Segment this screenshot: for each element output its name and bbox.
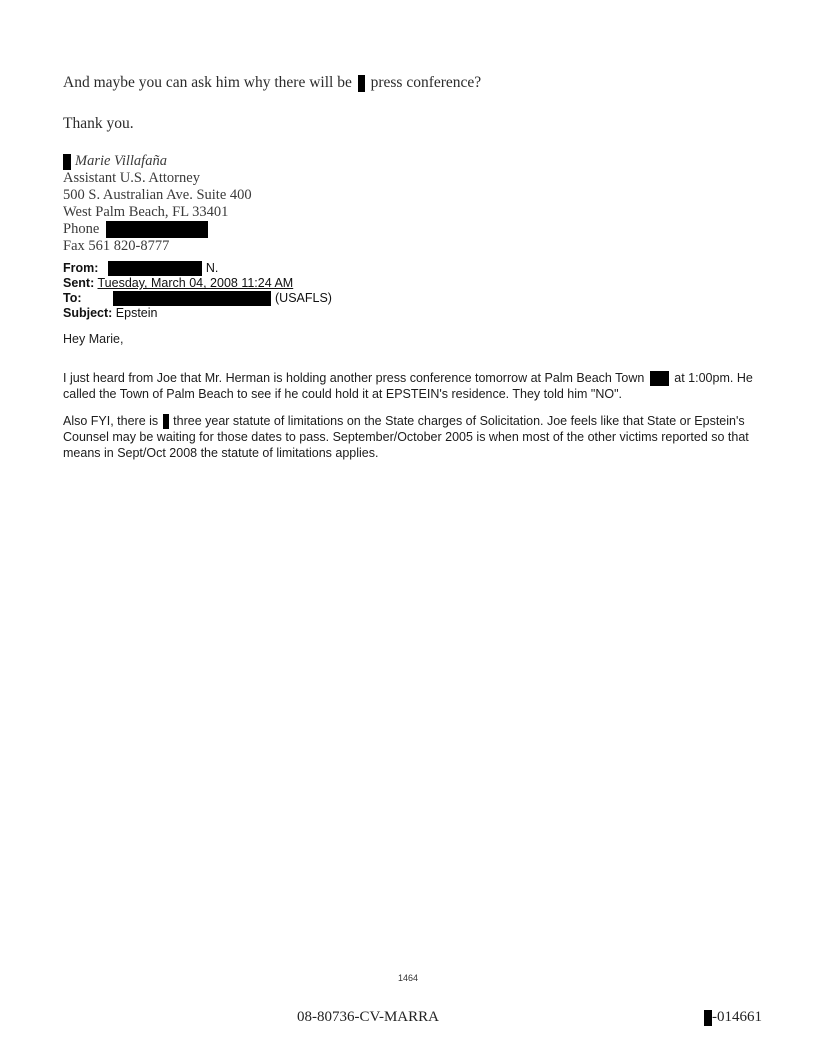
redaction-box xyxy=(163,414,169,429)
subject-label: Subject: xyxy=(63,306,113,321)
subject-value: Epstein xyxy=(115,306,158,321)
bates-number: -014661 xyxy=(712,1009,762,1025)
redaction-box xyxy=(63,154,71,170)
subject-line xyxy=(63,306,332,321)
question-text-start: And maybe you can ask him why there will be xyxy=(63,74,352,91)
signature-name: Marie Villafaña xyxy=(75,153,167,169)
redaction-box xyxy=(113,291,271,306)
paragraph-2-text-start: Also FYI, there is xyxy=(63,414,159,428)
paragraph-1-text-start: I just heard from Joe that Mr. Herman is holding another press conference tomorrow at Palm Beach Town xyxy=(63,371,645,385)
sent-value: Tuesday, March 04, 2008 11:24 AM xyxy=(97,276,294,291)
paragraph-1-text-end: at 1:00pm. He called the Town of Palm Beach to see if he could hold it at EPSTEIN's residence. They told him "NO". xyxy=(63,371,753,402)
sent-label: Sent: xyxy=(63,276,95,291)
body-paragraph-1 xyxy=(63,370,753,402)
paragraph-2-text-end: three year statute of limitations on the State charges of Solicitation. Joe feels like that State or Epstein's Counsel may be waiting for those dates to pass. September/October 2005 is when most of the other victims reported so that means in Sept/Oct 2008 the statute of limitations applies. xyxy=(63,414,749,461)
bates-number-line xyxy=(704,1009,762,1026)
from-suffix: N. xyxy=(205,261,219,275)
signature-phone-line xyxy=(63,221,252,238)
phone-label: Phone xyxy=(63,221,100,237)
greeting: Hey Marie, xyxy=(63,332,124,346)
closing-thanks: Thank you. xyxy=(63,115,134,132)
from-line xyxy=(63,261,332,276)
from-label: From: xyxy=(63,261,99,275)
signature-name-line xyxy=(63,153,252,170)
redaction-box xyxy=(704,1010,712,1026)
redaction-box xyxy=(650,371,669,386)
signature-block xyxy=(63,153,252,255)
signature-address-line2: West Palm Beach, FL 33401 xyxy=(63,204,229,220)
sent-line xyxy=(63,276,332,291)
redaction-box xyxy=(358,75,365,92)
question-line xyxy=(63,74,481,92)
body-paragraph-2 xyxy=(63,413,753,461)
signature-address-line1: 500 S. Australian Ave. Suite 400 xyxy=(63,187,252,203)
signature-fax: Fax 561 820-8777 xyxy=(63,238,170,255)
to-suffix: (USAFLS) xyxy=(275,291,332,306)
page-number: 1464 xyxy=(398,973,419,983)
case-number: 08-80736-CV-MARRA xyxy=(297,1009,439,1025)
question-text-end: press conference? xyxy=(370,74,482,91)
signature-title: Assistant U.S. Attorney xyxy=(63,170,200,186)
to-label: To: xyxy=(63,291,82,306)
forwarded-email-header xyxy=(63,261,332,321)
redaction-box xyxy=(108,261,202,276)
redaction-box xyxy=(106,221,208,238)
to-line xyxy=(63,291,332,306)
